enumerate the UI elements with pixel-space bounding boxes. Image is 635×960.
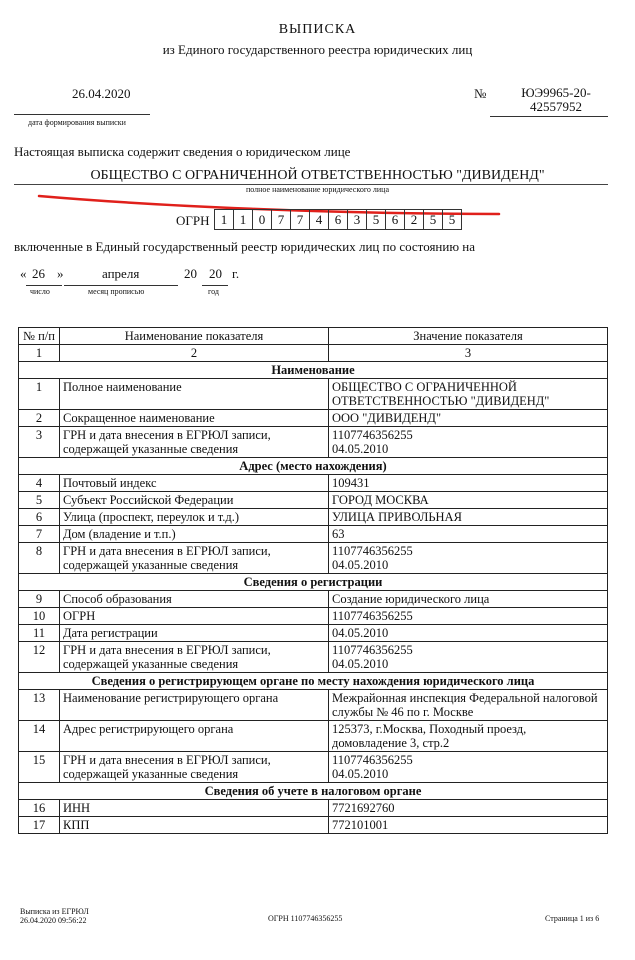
table-row [19, 475, 608, 492]
section-title: Сведения о регистрации [19, 574, 608, 591]
header-value: Значение показателя [329, 328, 608, 345]
row-value [329, 492, 608, 509]
row-indicator: КПП [60, 817, 329, 834]
row-indicator: Дом (владение и т.п.) [60, 526, 329, 543]
row-number: 11 [19, 625, 60, 642]
table-row [19, 492, 608, 509]
header-num: № п/п [19, 328, 60, 345]
row-number: 8 [19, 543, 60, 574]
company-caption: полное наименование юридического лица [245, 185, 390, 194]
row-value [329, 752, 608, 783]
row-number: 17 [19, 817, 60, 834]
month-caption: месяц прописью [88, 287, 145, 296]
table-row [19, 625, 608, 642]
footer-left-line2: 26.04.2020 09:56:22 [20, 916, 87, 925]
row-value-text: 04.05.2010 [332, 626, 389, 640]
date-month: апреля [102, 266, 140, 281]
row-number: 5 [19, 492, 60, 509]
row-number: 16 [19, 800, 60, 817]
table-row [19, 427, 608, 458]
row-value [329, 509, 608, 526]
row-indicator: ГРН и дата внесения в ЕГРЮЛ записи, содержащей указанные сведения [60, 642, 329, 673]
row-indicator: Почтовый индекс [60, 475, 329, 492]
month-underline [64, 285, 178, 286]
table-row [19, 721, 608, 752]
row-value-text: Создание юридического лица [332, 592, 490, 606]
document-number [508, 86, 604, 114]
index-indicator: 2 [60, 345, 329, 362]
row-value [329, 427, 608, 458]
date-close-quote: » [57, 266, 64, 281]
row-value [329, 379, 608, 410]
row-indicator: Улица (проспект, переулок и т.д.) [60, 509, 329, 526]
row-value-date: 04.05.2010 [332, 558, 389, 572]
extract-table [18, 327, 608, 834]
ogrn-digit-box: 6 [329, 209, 348, 230]
number-underline [490, 116, 608, 117]
row-value-text: 7721692760 [332, 801, 395, 815]
number-sign: № [474, 86, 487, 101]
row-indicator: Полное наименование [60, 379, 329, 410]
table-row [19, 410, 608, 427]
ogrn-digit-box: 5 [424, 209, 443, 230]
date-year-unit: г. [232, 266, 240, 281]
ogrn-digit-box: 1 [234, 209, 253, 230]
document-number-line1: ЮЭ9965-20- [521, 85, 591, 100]
row-indicator: ГРН и дата внесения в ЕГРЮЛ записи, содержащей указанные сведения [60, 752, 329, 783]
document-subtitle: из Единого государственного реестра юридических лиц [162, 42, 473, 57]
row-indicator: Наименование регистрирующего органа [60, 690, 329, 721]
ogrn-digit-box: 3 [348, 209, 367, 230]
row-value [329, 800, 608, 817]
footer-ogrn: ОГРН 1107746356255 [268, 914, 343, 923]
row-number: 3 [19, 427, 60, 458]
date-day: 26 [32, 266, 45, 281]
row-indicator: ИНН [60, 800, 329, 817]
row-value-date: 04.05.2010 [332, 767, 389, 781]
document-number-line2: 42557952 [530, 99, 582, 114]
table-row [19, 543, 608, 574]
table-row [19, 591, 608, 608]
row-indicator: Сокращенное наименование [60, 410, 329, 427]
table-row [19, 526, 608, 543]
row-number: 9 [19, 591, 60, 608]
header-indicator: Наименование показателя [60, 328, 329, 345]
index-num: 1 [19, 345, 60, 362]
ogrn-digit-box: 5 [367, 209, 386, 230]
row-value [329, 721, 608, 752]
row-value-text: ГОРОД МОСКВА [332, 493, 429, 507]
row-value-date: 04.05.2010 [332, 657, 389, 671]
table-row [19, 379, 608, 410]
row-value-date: 04.05.2010 [332, 442, 389, 456]
row-number: 7 [19, 526, 60, 543]
formation-date: 26.04.2020 [72, 86, 131, 101]
date-underline [14, 114, 150, 115]
footer-left-line1: Выписка из ЕГРЮЛ [20, 907, 89, 916]
row-value-text: 1107746356255 [332, 428, 413, 442]
table-row [19, 817, 608, 834]
row-value [329, 625, 608, 642]
section-title: Сведения об учете в налоговом органе [19, 783, 608, 800]
row-number: 14 [19, 721, 60, 752]
row-indicator: Дата регистрации [60, 625, 329, 642]
row-number: 4 [19, 475, 60, 492]
ogrn-digit-box: 1 [214, 209, 234, 230]
row-indicator: Адрес регистрирующего органа [60, 721, 329, 752]
row-value-text: 772101001 [332, 818, 389, 832]
section-title: Наименование [19, 362, 608, 379]
section-title: Адрес (место нахождения) [19, 458, 608, 475]
row-value [329, 690, 608, 721]
row-value-text: ООО "ДИВИДЕНД" [332, 411, 442, 425]
section-row [19, 362, 608, 379]
year-caption: год [208, 287, 219, 296]
date-year-suffix: 20 [209, 266, 222, 281]
ogrn-digit-box: 7 [291, 209, 310, 230]
row-value [329, 642, 608, 673]
row-value [329, 543, 608, 574]
section-title: Сведения о регистрирующем органе по месту нахождения юридического лица [19, 673, 608, 690]
row-value [329, 591, 608, 608]
ogrn-digit-box: 4 [310, 209, 329, 230]
section-row [19, 574, 608, 591]
row-value [329, 608, 608, 625]
footer-left [20, 907, 89, 925]
table-row [19, 509, 608, 526]
row-indicator: ГРН и дата внесения в ЕГРЮЛ записи, содержащей указанные сведения [60, 427, 329, 458]
footer-page-number: Страница 1 из 6 [545, 914, 600, 923]
section-row [19, 673, 608, 690]
ogrn-digit-box: 5 [443, 209, 462, 230]
ogrn-digit-box: 6 [386, 209, 405, 230]
table-header-row [19, 328, 608, 345]
ogrn-digit-box: 0 [253, 209, 272, 230]
row-number: 10 [19, 608, 60, 625]
row-number: 12 [19, 642, 60, 673]
company-full-name: ОБЩЕСТВО С ОГРАНИЧЕННОЙ ОТВЕТСТВЕННОСТЬЮ "ДИВИДЕНД" [90, 168, 545, 183]
row-indicator: Способ образования [60, 591, 329, 608]
date-year-prefix: 20 [184, 266, 197, 281]
ogrn-digit-box: 7 [272, 209, 291, 230]
row-indicator: Субъект Российской Федерации [60, 492, 329, 509]
row-number: 6 [19, 509, 60, 526]
row-value-text: 1107746356255 [332, 643, 413, 657]
row-value-text: ОБЩЕСТВО С ОГРАНИЧЕННОЙ ОТВЕТСТВЕННОСТЬЮ "ДИВИДЕНД" [332, 380, 550, 408]
table-row [19, 752, 608, 783]
ogrn-digit-box: 2 [405, 209, 424, 230]
ogrn-digit-boxes [214, 209, 462, 230]
row-value [329, 410, 608, 427]
day-underline [26, 285, 62, 286]
table-row [19, 642, 608, 673]
row-number: 13 [19, 690, 60, 721]
row-value-text: 1107746356255 [332, 544, 413, 558]
row-value [329, 817, 608, 834]
row-value-text: Межрайонная инспекция Федеральной налоговой службы № 46 по г. Москве [332, 691, 598, 719]
row-value [329, 475, 608, 492]
table-index-row [19, 345, 608, 362]
date-open-quote: « [20, 266, 27, 281]
day-caption: число [30, 287, 50, 296]
table-row [19, 608, 608, 625]
row-number: 2 [19, 410, 60, 427]
row-value [329, 526, 608, 543]
row-indicator: ОГРН [60, 608, 329, 625]
row-value-text: УЛИЦА ПРИВОЛЬНАЯ [332, 510, 462, 524]
table-row [19, 800, 608, 817]
intro-text: Настоящая выписка содержит сведения о юридическом лице [14, 144, 351, 159]
index-value: 3 [329, 345, 608, 362]
row-indicator: ГРН и дата внесения в ЕГРЮЛ записи, содержащей указанные сведения [60, 543, 329, 574]
row-value-text: 1107746356255 [332, 609, 413, 623]
document-title: ВЫПИСКА [278, 22, 357, 37]
row-value-text: 63 [332, 527, 345, 541]
row-value-text: 109431 [332, 476, 370, 490]
year-underline [202, 285, 228, 286]
row-value-text: 1107746356255 [332, 753, 413, 767]
row-number: 15 [19, 752, 60, 783]
section-row [19, 458, 608, 475]
formation-date-caption: дата формирования выписки [28, 118, 126, 127]
ogrn-label: ОГРН [176, 213, 210, 228]
section-row [19, 783, 608, 800]
table-row [19, 690, 608, 721]
row-number: 1 [19, 379, 60, 410]
included-text: включенные в Единый государственный реестр юридических лиц по состоянию на [14, 239, 476, 254]
row-value-text: 125373, г.Москва, Походный проезд, домовладение 3, стр.2 [332, 722, 527, 750]
